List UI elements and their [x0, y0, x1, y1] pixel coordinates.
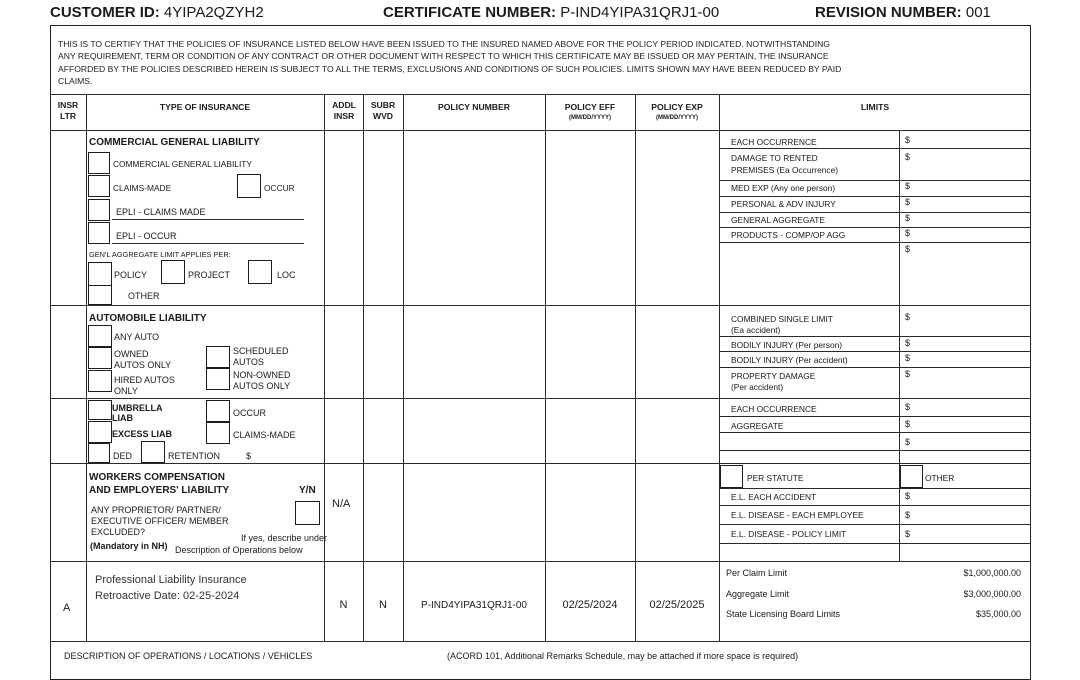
limit-value: $ [905, 402, 911, 412]
any-auto-label: ANY AUTO [114, 332, 160, 342]
disclaimer-text: THIS IS TO CERTIFY THAT THE POLICIES OF INSURANCE LISTED BELOW HAVE BEEN ISSUED TO THE INSURED NAMED ABOVE FOR THE POLICY PERIOD INDICATED. NOTWITHSTANDING ANY REQUIREMENT, TERM OR CONDITION OF ANY CONTRACT OR OTHER DOCUMENT WITH RESPECT TO WHICH THIS CERTIFICATE MAY BE ISSUED OR MAY PERTAIN, THE INSURANCE AFFORDED BY THE POLICIES DESCRIBED HEREIN IS SUBJECT TO ALL THE TERMS, EXCLUSIONS AND CONDITIONS OF SUCH POLICIES. LIMITS SHOWN MAY HAVE BEEN REDUCED BY PAID CLAIMS. [58, 39, 842, 87]
limit-value: $ [905, 369, 911, 379]
description-label: DESCRIPTION OF OPERATIONS / LOCATIONS / VEHICLES [64, 651, 313, 661]
limit-label: GENERAL AGGREGATE [731, 215, 826, 225]
per-statute-checkbox[interactable] [720, 465, 743, 488]
customer-id [50, 4, 264, 21]
professional-policy-eff: 02/25/2024 [562, 599, 618, 611]
excluded-checkbox[interactable] [295, 501, 320, 525]
revision-number-label: REVISION NUMBER: [815, 4, 962, 21]
workers-title: WORKERS COMPENSATION [89, 472, 225, 483]
certificate-number [383, 4, 719, 21]
certificate-number-value: P-IND4YIPA31QRJ1-00 [560, 4, 720, 21]
limit-value: $ [905, 181, 911, 191]
col-policy-exp-format: (MM/DD/YYYY) [656, 115, 698, 121]
limit-label: AGGREGATE [731, 421, 784, 431]
limit-label: BODILY INJURY (Per accident) [731, 355, 848, 365]
col-addl-insr: ADDL INSR [332, 100, 356, 121]
limit-value: $ [905, 135, 911, 145]
claims-made-checkbox[interactable] [88, 175, 110, 197]
workers-title-line2: AND EMPLOYERS' LIABILITY [89, 485, 230, 496]
epli-occur-label: EPLI - OCCUR [116, 231, 177, 241]
limit-value: $1,000,000.00 [963, 568, 1021, 578]
project-label: PROJECT [188, 270, 231, 280]
limit-value: $ [905, 152, 911, 162]
umbrella-liab-label: LIAB [112, 413, 133, 423]
limit-value: $35,000.00 [975, 609, 1021, 619]
proprietor-question: EXECUTIVE OFFICER/ MEMBER [91, 516, 229, 526]
cgl-title: COMMERCIAL GENERAL LIABILITY [89, 137, 260, 148]
ded-checkbox[interactable] [88, 443, 110, 463]
col-policy-eff-format: (MM/DD/YYYY) [569, 115, 611, 121]
col-policy-number: POLICY NUMBER [438, 102, 510, 112]
yn-label: Y/N [299, 485, 316, 496]
professional-type: Professional Liability Insurance [95, 574, 247, 586]
limit-value: $ [905, 491, 911, 501]
col-policy-eff-label: POLICY EFF [564, 102, 616, 112]
limit-label: MED EXP (Any one person) [731, 183, 836, 193]
limit-label: State Licensing Board Limits [726, 609, 841, 619]
limit-label: E.L. DISEASE - EACH EMPLOYEE [731, 510, 864, 520]
hired-autos-label: ONLY [114, 386, 138, 396]
col-type-of-insurance: TYPE OF INSURANCE [159, 102, 251, 112]
limit-label: E.L. DISEASE - POLICY LIMIT [731, 529, 847, 539]
professional-retro-date: Retroactive Date: 02-25-2024 [95, 590, 240, 602]
umbrella-occur-checkbox[interactable] [206, 400, 230, 422]
customer-id-value: 4YIPA2QZYH2 [163, 4, 264, 21]
umbrella-claims-made-label: CLAIMS-MADE [233, 430, 296, 440]
limit-value: $ [905, 312, 911, 322]
epli-occur-checkbox[interactable] [88, 222, 110, 244]
loc-checkbox[interactable] [248, 260, 272, 284]
limit-label: COMBINED SINGLE LIMIT [731, 314, 833, 324]
limit-label: (Ea accident) [731, 325, 781, 335]
mandatory-nh-label: (Mandatory in NH) [90, 541, 168, 551]
limit-label: BODILY INJURY (Per person) [731, 340, 843, 350]
limit-value: $ [905, 228, 911, 238]
limit-label: EACH OCCURRENCE [731, 404, 817, 414]
professional-policy-exp: 02/25/2025 [649, 599, 705, 611]
occur-label: OCCUR [264, 183, 295, 193]
excess-liab-checkbox[interactable] [88, 421, 112, 443]
col-insr-ltr: INSR LTR [57, 100, 79, 121]
owned-autos-label: AUTOS ONLY [114, 360, 172, 370]
policy-label: POLICY [114, 270, 148, 280]
excess-liab-label: EXCESS LIAB [112, 429, 173, 439]
col-policy-exp [637, 102, 717, 124]
workers-other-checkbox[interactable] [900, 465, 923, 488]
limit-label: Aggregate Limit [726, 589, 790, 599]
col-limits: LIMITS [860, 102, 890, 112]
umbrella-occur-label: OCCUR [233, 408, 266, 418]
scheduled-autos-label: AUTOS [233, 357, 264, 367]
limit-value: $ [905, 197, 911, 207]
limit-value: $ [905, 244, 911, 254]
umbrella-claims-made-checkbox[interactable] [206, 422, 230, 444]
col-subr-wvd: SUBR WVD [370, 100, 396, 121]
limit-value: $ [905, 213, 911, 223]
per-statute-label: PER STATUTE [747, 473, 804, 483]
professional-addl-insr: N [339, 599, 348, 611]
cgl-checkbox[interactable] [88, 152, 110, 174]
limit-label: EACH OCCURRENCE [731, 137, 817, 147]
proprietor-question: EXCLUDED? [91, 527, 146, 537]
limit-label: PREMISES (Ea Occurrence) [731, 165, 839, 175]
limit-value: $ [905, 437, 911, 447]
limit-label: PRODUCTS - COMP/OP AGG [731, 230, 846, 240]
scheduled-autos-label: SCHEDULED [233, 346, 289, 356]
other-checkbox[interactable] [88, 285, 112, 305]
professional-policy-number: P-IND4YIPA31QRJ1-00 [421, 600, 527, 611]
other-label: OTHER [128, 291, 160, 301]
aggregate-applies-label: GEN'L AGGREGATE LIMIT APPLIES PER: [89, 250, 231, 259]
description-note: (ACORD 101, Additional Remarks Schedule, may be attached if more space is required) [447, 651, 799, 661]
epli-claims-checkbox[interactable] [88, 199, 110, 221]
hired-autos-checkbox[interactable] [88, 370, 112, 392]
limit-label: Per Claim Limit [726, 568, 788, 578]
umbrella-checkbox[interactable] [88, 400, 112, 420]
occur-checkbox[interactable] [237, 174, 261, 198]
project-checkbox[interactable] [161, 260, 185, 284]
revision-number-value: 001 [965, 4, 991, 21]
limit-value: $ [905, 419, 911, 429]
professional-insr-ltr: A [63, 602, 71, 614]
hired-autos-label: HIRED AUTOS [114, 375, 175, 385]
limit-value: $3,000,000.00 [963, 589, 1021, 599]
non-owned-autos-label: NON-OWNED [233, 370, 291, 380]
describe-note: If yes, describe under [241, 533, 328, 543]
limit-label: E.L. EACH ACCIDENT [731, 492, 817, 502]
ded-label: DED [113, 451, 133, 461]
workers-addl-na: N/A [332, 498, 351, 510]
umbrella-label: UMBRELLA [112, 403, 163, 413]
policy-checkbox[interactable] [88, 262, 112, 286]
limit-value: $ [905, 529, 911, 539]
owned-autos-checkbox[interactable] [88, 347, 112, 369]
limit-label: (Per accident) [731, 382, 784, 392]
customer-id-label: CUSTOMER ID: [50, 4, 160, 21]
limit-value: $ [905, 338, 911, 348]
limit-label: DAMAGE TO RENTED [731, 153, 818, 163]
claims-made-label: CLAIMS-MADE [113, 183, 172, 193]
col-policy-eff [547, 102, 633, 124]
owned-autos-label: OWNED [114, 349, 149, 359]
non-owned-autos-label: AUTOS ONLY [233, 381, 291, 391]
retention-checkbox[interactable] [141, 441, 165, 463]
cgl-label: COMMERCIAL GENERAL LIABILITY [113, 159, 252, 169]
workers-other-label: OTHER [925, 473, 955, 483]
professional-subr-wvd: N [379, 599, 387, 611]
auto-title: AUTOMOBILE LIABILITY [89, 313, 207, 324]
retention-value: $ [246, 451, 252, 461]
limit-value: $ [905, 510, 911, 520]
any-auto-checkbox[interactable] [88, 325, 112, 347]
describe-note: Description of Operations below [175, 545, 303, 555]
loc-label: LOC [277, 270, 296, 280]
col-policy-exp-label: POLICY EXP [651, 102, 703, 112]
limit-label: PROPERTY DAMAGE [731, 371, 816, 381]
certificate-number-label: CERTIFICATE NUMBER: [383, 4, 557, 21]
epli-claims-label: EPLI - CLAIMS MADE [116, 207, 206, 217]
non-owned-autos-checkbox[interactable] [206, 368, 230, 390]
limit-label: PERSONAL & ADV INJURY [731, 199, 836, 209]
proprietor-question: ANY PROPRIETOR/ PARTNER/ [91, 505, 221, 515]
limit-value: $ [905, 353, 911, 363]
retention-label: RETENTION [168, 451, 221, 461]
revision-number [815, 4, 991, 21]
scheduled-autos-checkbox[interactable] [206, 346, 230, 368]
